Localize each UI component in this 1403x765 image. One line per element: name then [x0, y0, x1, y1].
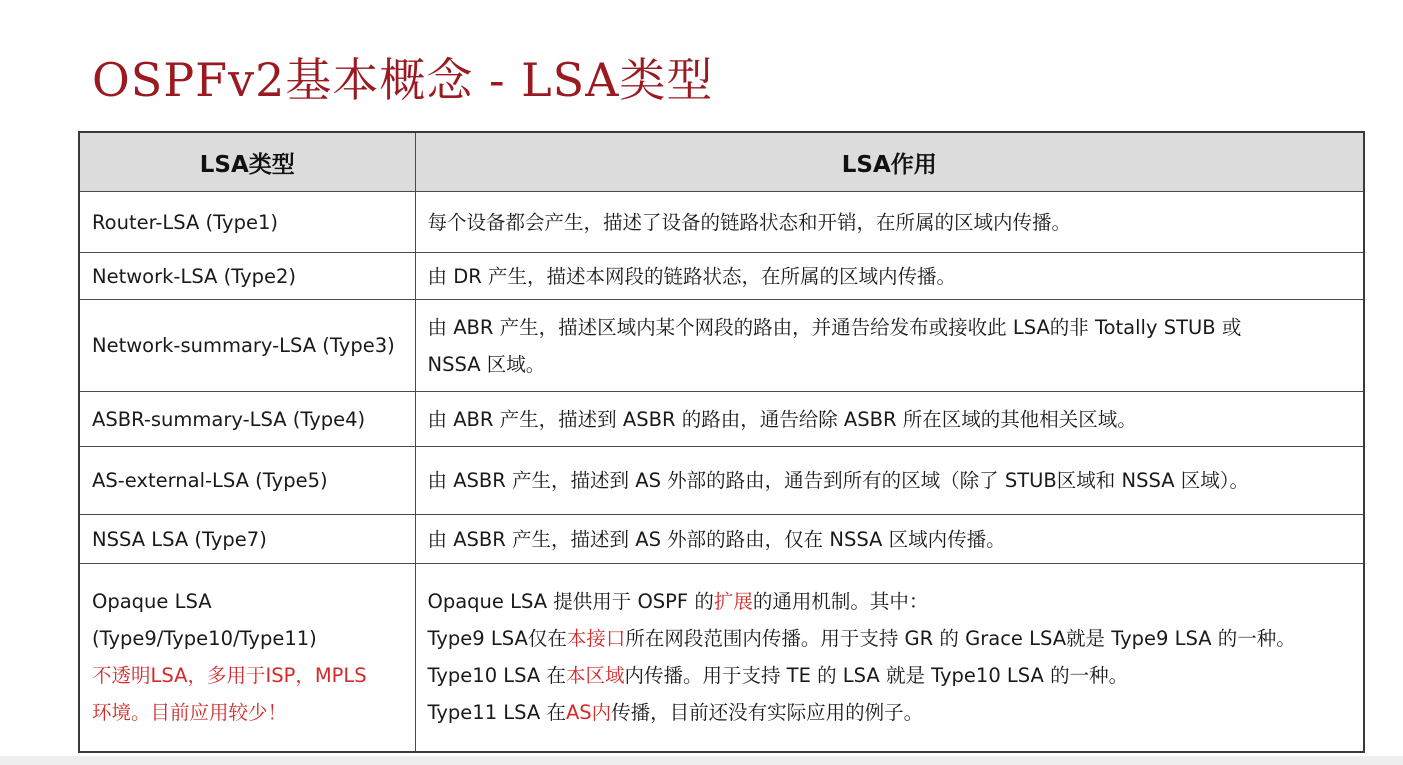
lsa-type-cell: Router-LSA (Type1): [79, 192, 415, 253]
highlight-text: 扩展: [713, 590, 753, 614]
opaque-type-line: (Type9/Type10/Type11): [92, 627, 317, 651]
lsa-desc-cell: 每个设备都会产生，描述了设备的链路状态和开销，在所属的区域内传播。: [415, 192, 1364, 253]
opaque-note-line: 不透明LSA，多用于ISP，MPLS: [92, 664, 367, 688]
table-header-row: [79, 132, 1364, 192]
opaque-desc-line: [428, 583, 1352, 620]
highlight-text: 本区域: [565, 664, 625, 688]
text: Type10 LSA 在: [427, 664, 566, 688]
text: Type9 LSA仅在: [427, 627, 567, 651]
table-row-type7: [79, 515, 1364, 564]
table-row-opaque: [79, 564, 1364, 752]
lsa-desc-cell: [415, 300, 1364, 392]
bottom-divider: [0, 756, 1403, 765]
lsa-type-cell: Network-summary-LSA (Type3): [79, 300, 415, 392]
lsa-desc-cell: 由 ASBR 产生，描述到 AS 外部的路由，仅在 NSSA 区域内传播。: [415, 515, 1364, 564]
text: 所在网段范围内传播。用于支持 GR 的 Grace LSA就是 Type9 LSA 的一种。: [625, 627, 1296, 651]
text: 内传播。用于支持 TE 的 LSA 就是 Type10 LSA 的一种。: [624, 664, 1129, 688]
highlight-text: AS内: [565, 701, 612, 725]
table-row-type3: [79, 300, 1364, 392]
lsa-type-cell: ASBR-summary-LSA (Type4): [79, 392, 415, 447]
lsa-type-table: [78, 131, 1365, 753]
table-row-type2: [79, 253, 1364, 300]
lsa-desc-cell: [415, 564, 1364, 752]
table-row-type4: [79, 392, 1364, 447]
text: 的通用机制。其中：: [752, 590, 929, 614]
opaque-desc-line: [428, 620, 1352, 657]
opaque-desc-line: [428, 657, 1352, 694]
lsa-type-cell: NSSA LSA (Type7): [79, 515, 415, 564]
lsa-desc-cell: 由 ABR 产生，描述到 ASBR 的路由，通告给除 ASBR 所在区域的其他相关区域。: [415, 392, 1364, 447]
table-row-type1: [79, 192, 1364, 253]
opaque-desc-line: [428, 694, 1352, 731]
highlight-text: 本接口: [566, 627, 626, 651]
desc-line: 由 ABR 产生，描述区域内某个网段的路由，并通告给发布或接收此 LSA的非 Totally STUB 或: [427, 315, 1242, 339]
opaque-type-line: Opaque LSA: [92, 590, 212, 614]
table-row-type5: [79, 447, 1364, 515]
header-lsa-type: LSA类型: [79, 132, 415, 192]
text: Opaque LSA 提供用于 OSPF 的: [427, 590, 714, 614]
lsa-desc-cell: 由 DR 产生，描述本网段的链路状态，在所属的区域内传播。: [415, 253, 1364, 300]
lsa-type-cell: Network-LSA (Type2): [79, 253, 415, 300]
header-lsa-role: LSA作用: [415, 132, 1364, 192]
lsa-type-cell: [79, 564, 415, 752]
desc-line: NSSA 区域。: [427, 352, 546, 376]
lsa-desc-cell: 由 ASBR 产生，描述到 AS 外部的路由，通告到所有的区域（除了 STUB区域和 NSSA 区域）。: [415, 447, 1364, 515]
opaque-note-line: 环境。目前应用较少！: [92, 701, 288, 725]
slide-title: OSPFv2基本概念 - LSA类型: [92, 53, 714, 107]
text: Type11 LSA 在: [427, 701, 566, 725]
lsa-type-cell: AS-external-LSA (Type5): [79, 447, 415, 515]
text: 传播，目前还没有实际应用的例子。: [611, 701, 924, 725]
